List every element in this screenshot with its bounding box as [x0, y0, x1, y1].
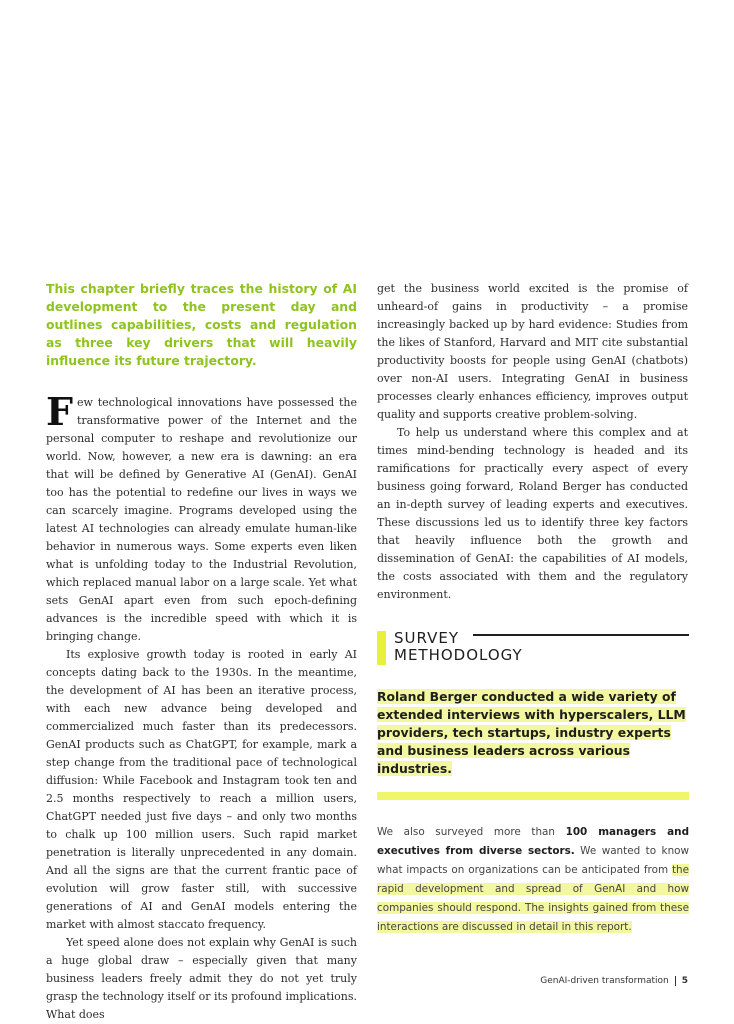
header-rule — [473, 634, 689, 636]
drop-cap: F — [46, 389, 73, 434]
page-footer — [540, 976, 688, 986]
page-number: 5 — [681, 976, 688, 986]
left-column — [46, 280, 357, 1024]
paragraph-4: get the business world excited is the promise of unheard-of gains in productivity – a promise increasingly backed up by hard evidence: Studies from the likes of Stanford, Harvard and MIT cite substantial productivity boosts for people using GenAI (chatbots) over non-AI users. Integrating GenAI in business processes clearly enhances efficiency, improves output quality and supports creative problem-solving. — [377, 282, 688, 421]
survey-title-line-1: SURVEY — [394, 629, 460, 647]
footer-separator — [675, 976, 676, 986]
survey-body-highlight: the rapid development and spread of GenAI and how companies should respond. The insights gained from these interactions are discussed in detail in this report. — [377, 864, 689, 933]
accent-bar — [377, 631, 386, 665]
survey-title-line-2: METHODOLOGY — [394, 646, 523, 664]
survey-header — [377, 628, 689, 668]
survey-methodology-box — [377, 628, 689, 947]
right-column — [377, 280, 688, 604]
paragraph-2: Its explosive growth today is rooted in early AI concepts dating back to the 1930s. In the meantime, the development of AI has been an iterative process, with each new advance being developed and commercialized much faster than its predecessors. GenAI products such as ChatGPT, for example, mark a step change from the traditional pace of technological diffusion: While Facebook and Instagram took ten and 2.5 months respectively to reach a million users, ChatGPT needed just five days – and only two months to chalk up 100 million users. Such rapid market penetration is literally unprecedented in any domain. And all the signs are that the current frantic pace of evolution will grow faster still, with successive generations of AI and GenAI models entering the market with almost staccato frequency. — [46, 648, 357, 931]
paragraph-5: To help us understand where this complex and at times mind-bending technology is headed and its ramifications for practically every aspect of every business going forward, Roland Berger has conducted an in-depth survey of leading experts and executives. These discussions led us to identify three key factors that heavily influence both the growth and dissemination of GenAI: the capabilities of AI models, the costs associated with them and the regulatory environment. — [377, 426, 688, 601]
survey-lead-text: Roland Berger conducted a wide variety of extended interviews with hyperscalers, LLM providers, tech startups, industry experts and business leaders across various industries. — [377, 689, 686, 776]
survey-body-bold: 100 managers and executives from diverse sectors. — [377, 826, 690, 857]
chapter-intro: This chapter briefly traces the history of AI development to the present day and outlines capabilities, costs and regulation as three key drivers that will heavily influence its future trajectory. — [46, 281, 357, 368]
paragraph-3: Yet speed alone does not explain why GenAI is such a huge global draw – especially given that many business leaders freely admit they do not yet truly grasp the technology itself or its profound implications. What does — [46, 936, 357, 1021]
survey-lead — [377, 688, 689, 778]
survey-body-1: We also surveyed more than — [377, 826, 566, 838]
highlight-divider — [377, 792, 689, 800]
paragraph-1-text: ew technological innovations have possessed the transformative power of the Internet and the personal computer to reshape and revolutionize our world. Now, however, a new era is dawning: an era that will be defined by Generative AI (GenAI). GenAI too has the potential to redefine our lives in ways we can scarcely imagine. Programs developed using the latest AI technologies can already emulate human-like behavior in numerous ways. Some experts even liken what is unfolding today to the Industrial Revolution, which replaced manual labor on a large scale. Yet what sets GenAI apart even from such epoch-defining advances is the incredible speed with which it is bringing change. — [46, 396, 357, 643]
paragraph-1 — [46, 389, 357, 646]
survey-body-2: We wanted to know what impacts on organizations can be anticipated from — [377, 845, 690, 876]
survey-body — [377, 823, 689, 937]
footer-label: GenAI-driven transformation — [540, 976, 669, 986]
